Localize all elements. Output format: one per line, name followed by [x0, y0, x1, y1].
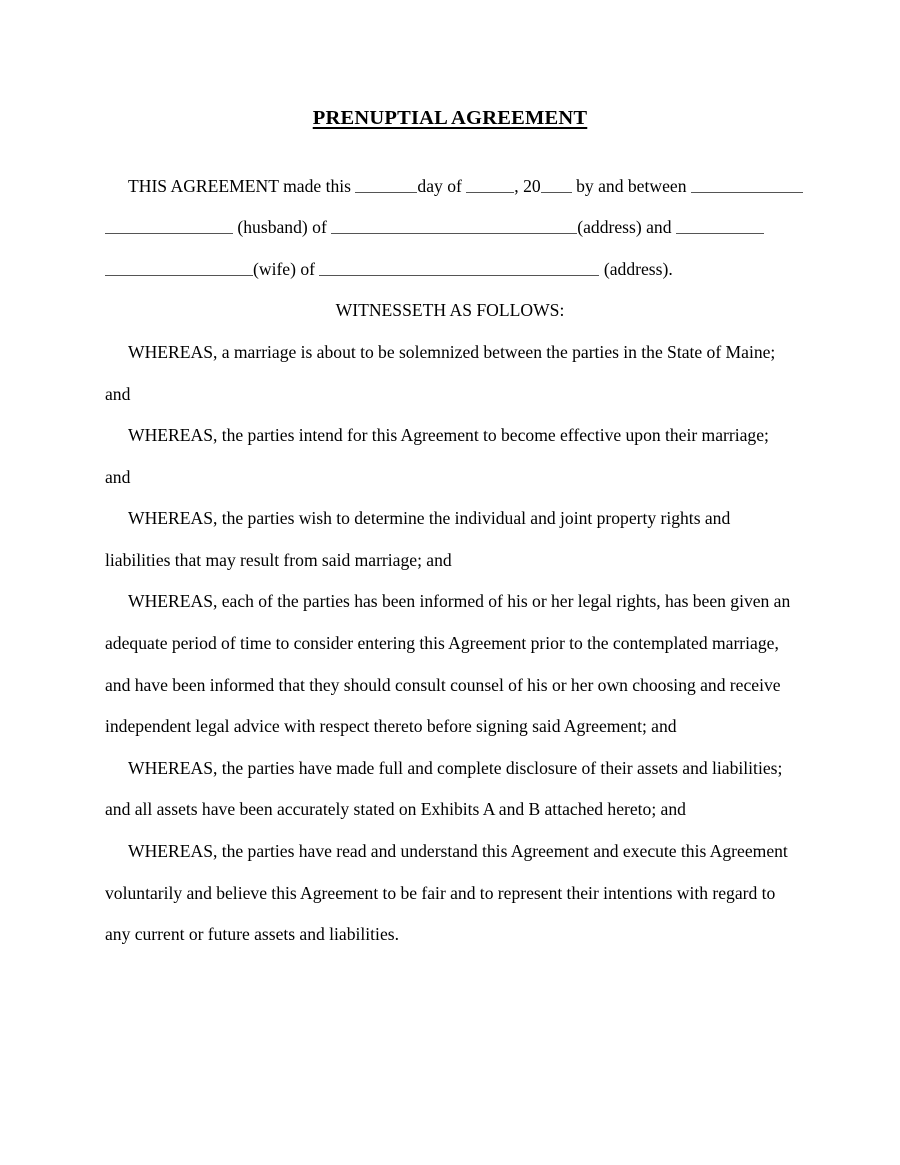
intro-line1-text-1: THIS AGREEMENT made this — [128, 175, 352, 196]
intro-line2-text-1: (husband) of — [237, 217, 327, 238]
intro-line1-text-2: day of — [417, 175, 462, 196]
document-content — [105, 0, 795, 956]
clause-paragraph: WHEREAS, the parties have made full and complete disclosure of their assets and liabilities; and all assets have been accurately stated on Exhibits A and B attached hereto; and — [105, 757, 783, 820]
intro-line-2 — [105, 207, 795, 249]
month-blank-field[interactable] — [466, 175, 514, 192]
husband-name-blank-field-part1[interactable] — [691, 175, 803, 192]
intro-line2-text-2: (address) and — [577, 217, 672, 238]
clause-paragraph: WHEREAS, the parties wish to determine the individual and joint property rights and liabilities that may result from said marriage; and — [105, 508, 731, 570]
intro-line1-text-3: , 20 — [514, 175, 541, 196]
intro-line-3 — [105, 249, 795, 291]
husband-address-blank-field[interactable] — [331, 217, 577, 234]
clause-paragraph: WHEREAS, the parties have read and understand this Agreement and execute this Agreement voluntarily and believe this Agreement to be fair and to represent their intentions with regard to any current or future assets and liabilities. — [105, 841, 788, 945]
intro-line-1 — [105, 166, 795, 208]
wife-address-blank-field[interactable] — [319, 259, 599, 276]
clause-paragraph: WHEREAS, a marriage is about to be solemnized between the parties in the State of Maine; and — [105, 341, 776, 404]
intro-fill-in-block — [105, 166, 795, 291]
page-title — [105, 0, 795, 130]
clause-paragraph: WHEREAS, the parties intend for this Agreement to become effective upon their marriage; and — [105, 425, 769, 487]
intro-line3-text-1: (wife) of — [253, 258, 316, 279]
page-title-text: PRENUPTIAL AGREEMENT — [312, 107, 588, 129]
husband-name-blank-field-part2[interactable] — [105, 217, 233, 234]
intro-line1-text-4: by and between — [576, 175, 687, 196]
day-blank-field[interactable] — [355, 175, 417, 192]
clause-paragraph: WHEREAS, each of the parties has been informed of his or her legal rights, has been given an adequate period of time to consider entering this Agreement prior to the contemplated marriage, and have been informed that they should consult counsel of his or her own choosing and receive independent legal advice with respect thereto before signing said Agreement; and — [105, 591, 791, 737]
witnesseth-heading: WITNESSETH AS FOLLOWS: — [335, 300, 565, 321]
wife-name-blank-field-part1[interactable] — [676, 217, 764, 234]
year-blank-field[interactable] — [541, 175, 572, 192]
wife-name-blank-field-part2[interactable] — [105, 259, 253, 276]
intro-line3-text-2: (address). — [603, 258, 673, 279]
